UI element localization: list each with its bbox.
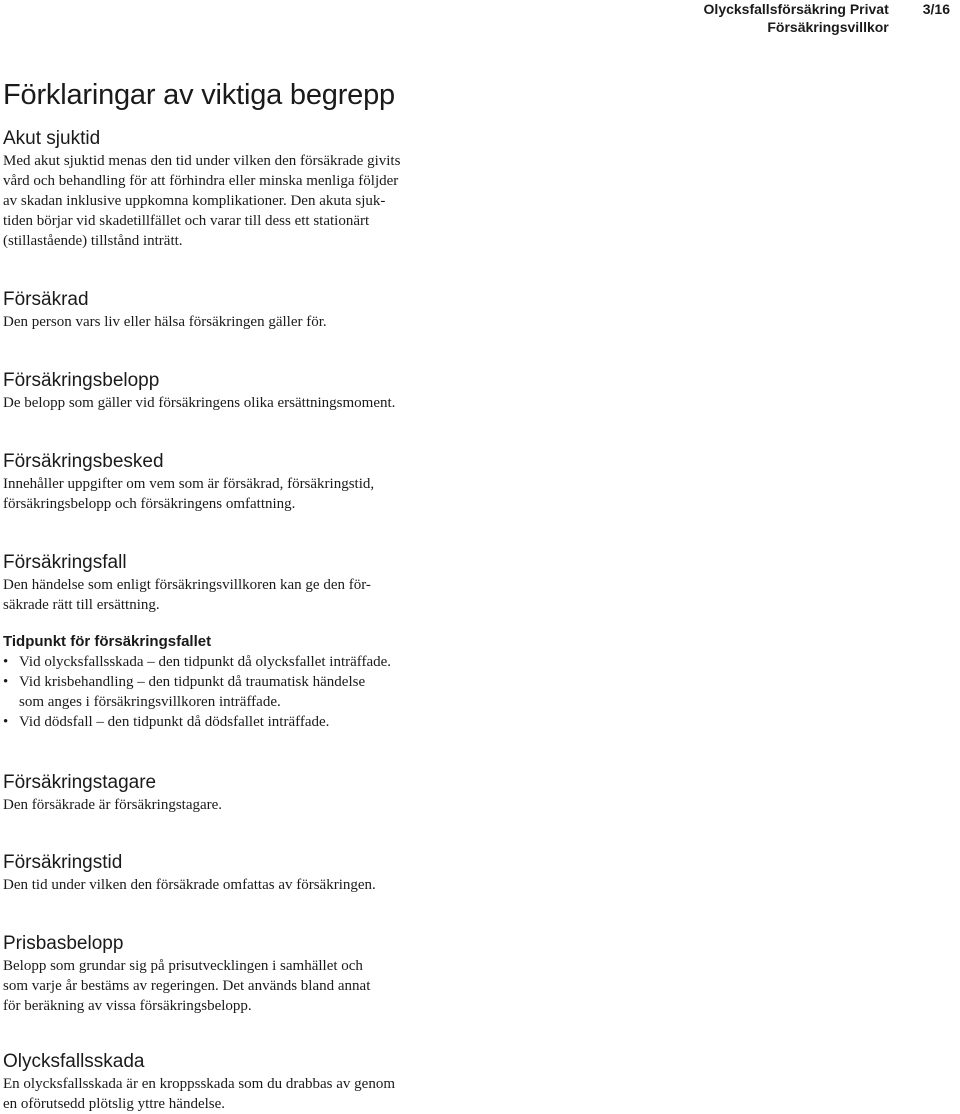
term-forsakrad xyxy=(3,288,463,332)
bullet-glyph: • xyxy=(3,674,9,690)
list-item-line: Vid dödsfall – den tidpunkt då dödsfallet inträffade. xyxy=(19,714,330,730)
term-forsakringsbelopp xyxy=(3,369,463,413)
definition-line: Den försäkrade är försäkringstagare. xyxy=(3,797,223,813)
term-title: Prisbasbelopp xyxy=(3,933,124,954)
page-title: Förklaringar av viktiga begrepp xyxy=(3,79,395,111)
list-item xyxy=(3,672,463,712)
term-definition xyxy=(3,795,463,815)
definition-line: för beräkning av vissa försäkringsbelopp. xyxy=(3,998,252,1014)
term-title: Försäkrad xyxy=(3,289,89,310)
definition-line: Den tid under vilken den försäkrade omfattas av försäkringen. xyxy=(3,877,376,893)
list-item-line: Vid krisbehandling – den tidpunkt då traumatisk händelse xyxy=(19,674,366,690)
list-item xyxy=(3,652,463,672)
document-title-block xyxy=(704,0,889,36)
term-definition xyxy=(3,151,463,251)
term-title: Akut sjuktid xyxy=(3,128,101,149)
definition-line: som varje år bestäms av regeringen. Det används bland annat xyxy=(3,978,371,994)
page-number: 3/16 xyxy=(922,1,950,17)
document-title: Olycksfallsförsäkring Privat xyxy=(703,1,889,17)
term-definition xyxy=(3,312,463,332)
term-definition xyxy=(3,474,463,514)
term-forsakringstid xyxy=(3,851,463,895)
definition-line: Den person vars liv eller hälsa försäkringen gäller för. xyxy=(3,314,327,330)
term-title: Försäkringsbesked xyxy=(3,451,164,472)
bullet-glyph: • xyxy=(3,714,9,730)
document-subtitle: Försäkringsvillkor xyxy=(767,19,889,35)
term-definition xyxy=(3,575,463,615)
bullet-list xyxy=(3,652,463,732)
definition-line: De belopp som gäller vid försäkringens olika ersättningsmoment. xyxy=(3,395,396,411)
definition-line: försäkringsbelopp och försäkringens omfattning. xyxy=(3,496,296,512)
definition-line: säkrade rätt till ersättning. xyxy=(3,597,160,613)
list-item-line: Vid olycksfallsskada – den tidpunkt då olycksfallet inträffade. xyxy=(19,654,392,670)
definition-line: Belopp som grundar sig på prisutvecklingen i samhället och xyxy=(3,958,363,974)
term-forsakringsfall xyxy=(3,551,463,615)
term-akut-sjuktid xyxy=(3,127,463,251)
bullet-glyph: • xyxy=(3,654,9,670)
list-item-line: som anges i försäkringsvillkoren inträffade. xyxy=(19,694,281,710)
definition-line: Med akut sjuktid menas den tid under vilken den försäkrade givits xyxy=(3,153,401,169)
term-definition xyxy=(3,875,463,895)
subterm-tidpunkt xyxy=(3,632,463,732)
definition-line: En olycksfallsskada är en kroppsskada som du drabbas av genom xyxy=(3,1076,395,1092)
term-title: Försäkringstagare xyxy=(3,772,157,793)
page-header xyxy=(704,0,950,36)
term-definition xyxy=(3,1074,463,1114)
definition-line: en oförutsedd plötslig yttre händelse. xyxy=(3,1096,226,1112)
definition-line: (stillastående) tillstånd inträtt. xyxy=(3,233,183,249)
term-definition xyxy=(3,956,463,1016)
definition-line: tiden börjar vid skadetillfället och varar till dess ett stationärt xyxy=(3,213,370,229)
definition-line: Den händelse som enligt försäkringsvillkoren kan ge den för- xyxy=(3,577,371,593)
term-definition xyxy=(3,393,463,413)
definition-line: vård och behandling för att förhindra eller minska menliga följder xyxy=(3,173,399,189)
definition-line: av skadan inklusive uppkomna komplikationer. Den akuta sjuk- xyxy=(3,193,386,209)
term-title: Försäkringsfall xyxy=(3,552,127,573)
term-olycksfallsskada xyxy=(3,1050,463,1114)
term-forsakringsbesked xyxy=(3,450,463,514)
list-item xyxy=(3,712,463,732)
term-title: Olycksfallsskada xyxy=(3,1051,145,1072)
subterm-title: Tidpunkt för försäkringsfallet xyxy=(3,633,212,650)
term-title: Försäkringstid xyxy=(3,852,123,873)
definition-line: Innehåller uppgifter om vem som är försäkrad, försäkringstid, xyxy=(3,476,375,492)
term-prisbasbelopp xyxy=(3,932,463,1016)
term-title: Försäkringsbelopp xyxy=(3,370,160,391)
term-forsakringstagare xyxy=(3,771,463,815)
